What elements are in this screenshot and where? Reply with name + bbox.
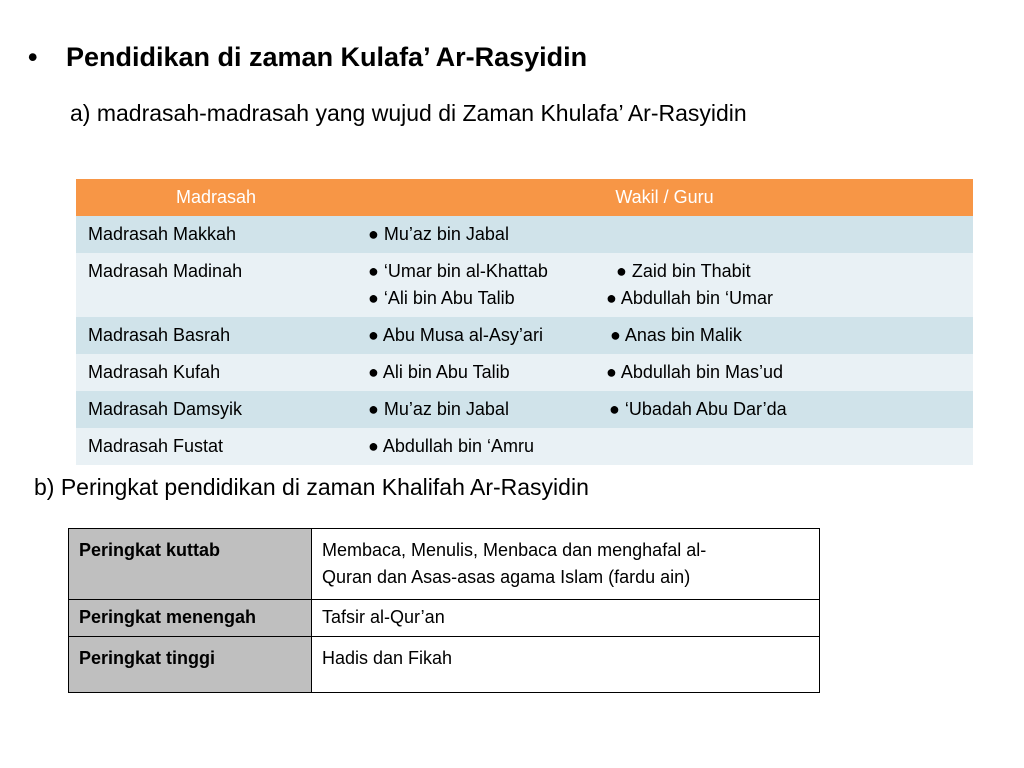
table-row <box>69 637 820 693</box>
level-description: Hadis dan Fikah <box>312 637 820 693</box>
levels-table <box>68 528 820 693</box>
level-description: Tafsir al-Qur’an <box>312 600 820 637</box>
section-a-title: a) madrasah-madrasah yang wujud di Zaman Khulafa’ Ar-Rasyidin <box>70 100 747 126</box>
teacher: ● Mu’az bin Jabal <box>368 399 509 419</box>
teacher: ● ‘Ali bin Abu Talib <box>368 288 515 308</box>
teacher: ● ‘Umar bin al-Khattab <box>368 261 548 281</box>
madrasah-table-header <box>76 179 973 216</box>
section-b-title: b) Peringkat pendidikan di zaman Khalifah Ar-Rasyidin <box>34 474 589 500</box>
heading-title: Pendidikan di zaman Kulafa’ Ar-Rasyidin <box>66 42 588 72</box>
table-row <box>76 428 973 465</box>
header-wakil-guru: Wakil / Guru <box>356 179 973 216</box>
teachers-cell <box>356 253 973 317</box>
table-row <box>76 354 973 391</box>
table-row <box>76 391 973 428</box>
teacher: ● Abdullah bin ‘Amru <box>368 436 534 456</box>
teacher: ● Ali bin Abu Talib <box>368 362 510 382</box>
level-name: Peringkat menengah <box>69 600 312 637</box>
madrasah-name: Madrasah Makkah <box>76 216 356 253</box>
level-description <box>312 529 820 600</box>
description-line: Quran dan Asas-asas agama Islam (fardu ain) <box>322 567 691 587</box>
madrasah-name: Madrasah Damsyik <box>76 391 356 428</box>
bullet-icon: • <box>28 42 38 72</box>
teachers-cell <box>356 391 973 428</box>
teacher: ● Abu Musa al-Asy’ari <box>368 325 543 345</box>
table-row <box>69 529 820 600</box>
teacher: ● Mu’az bin Jabal <box>368 224 509 244</box>
teacher: ● Zaid bin Thabit <box>616 261 751 281</box>
slide-heading <box>28 42 587 73</box>
description-line: Membaca, Menulis, Menbaca dan menghafal al- <box>322 540 707 560</box>
table-row <box>76 317 973 354</box>
teachers-cell <box>356 216 973 253</box>
header-madrasah: Madrasah <box>76 179 356 216</box>
madrasah-table <box>76 179 973 465</box>
madrasah-name: Madrasah Fustat <box>76 428 356 465</box>
teacher: ● Anas bin Malik <box>610 325 742 345</box>
table-row <box>76 253 973 317</box>
madrasah-name: Madrasah Basrah <box>76 317 356 354</box>
teachers-cell <box>356 354 973 391</box>
level-name: Peringkat kuttab <box>69 529 312 600</box>
teacher: ● Abdullah bin ‘Umar <box>606 288 773 308</box>
table-row <box>69 600 820 637</box>
teachers-cell <box>356 428 973 465</box>
teacher: ● ‘Ubadah Abu Dar’da <box>609 399 787 419</box>
madrasah-name: Madrasah Madinah <box>76 253 356 317</box>
level-name: Peringkat tinggi <box>69 637 312 693</box>
teacher: ● Abdullah bin Mas’ud <box>606 362 783 382</box>
table-row <box>76 216 973 253</box>
madrasah-name: Madrasah Kufah <box>76 354 356 391</box>
teachers-cell <box>356 317 973 354</box>
